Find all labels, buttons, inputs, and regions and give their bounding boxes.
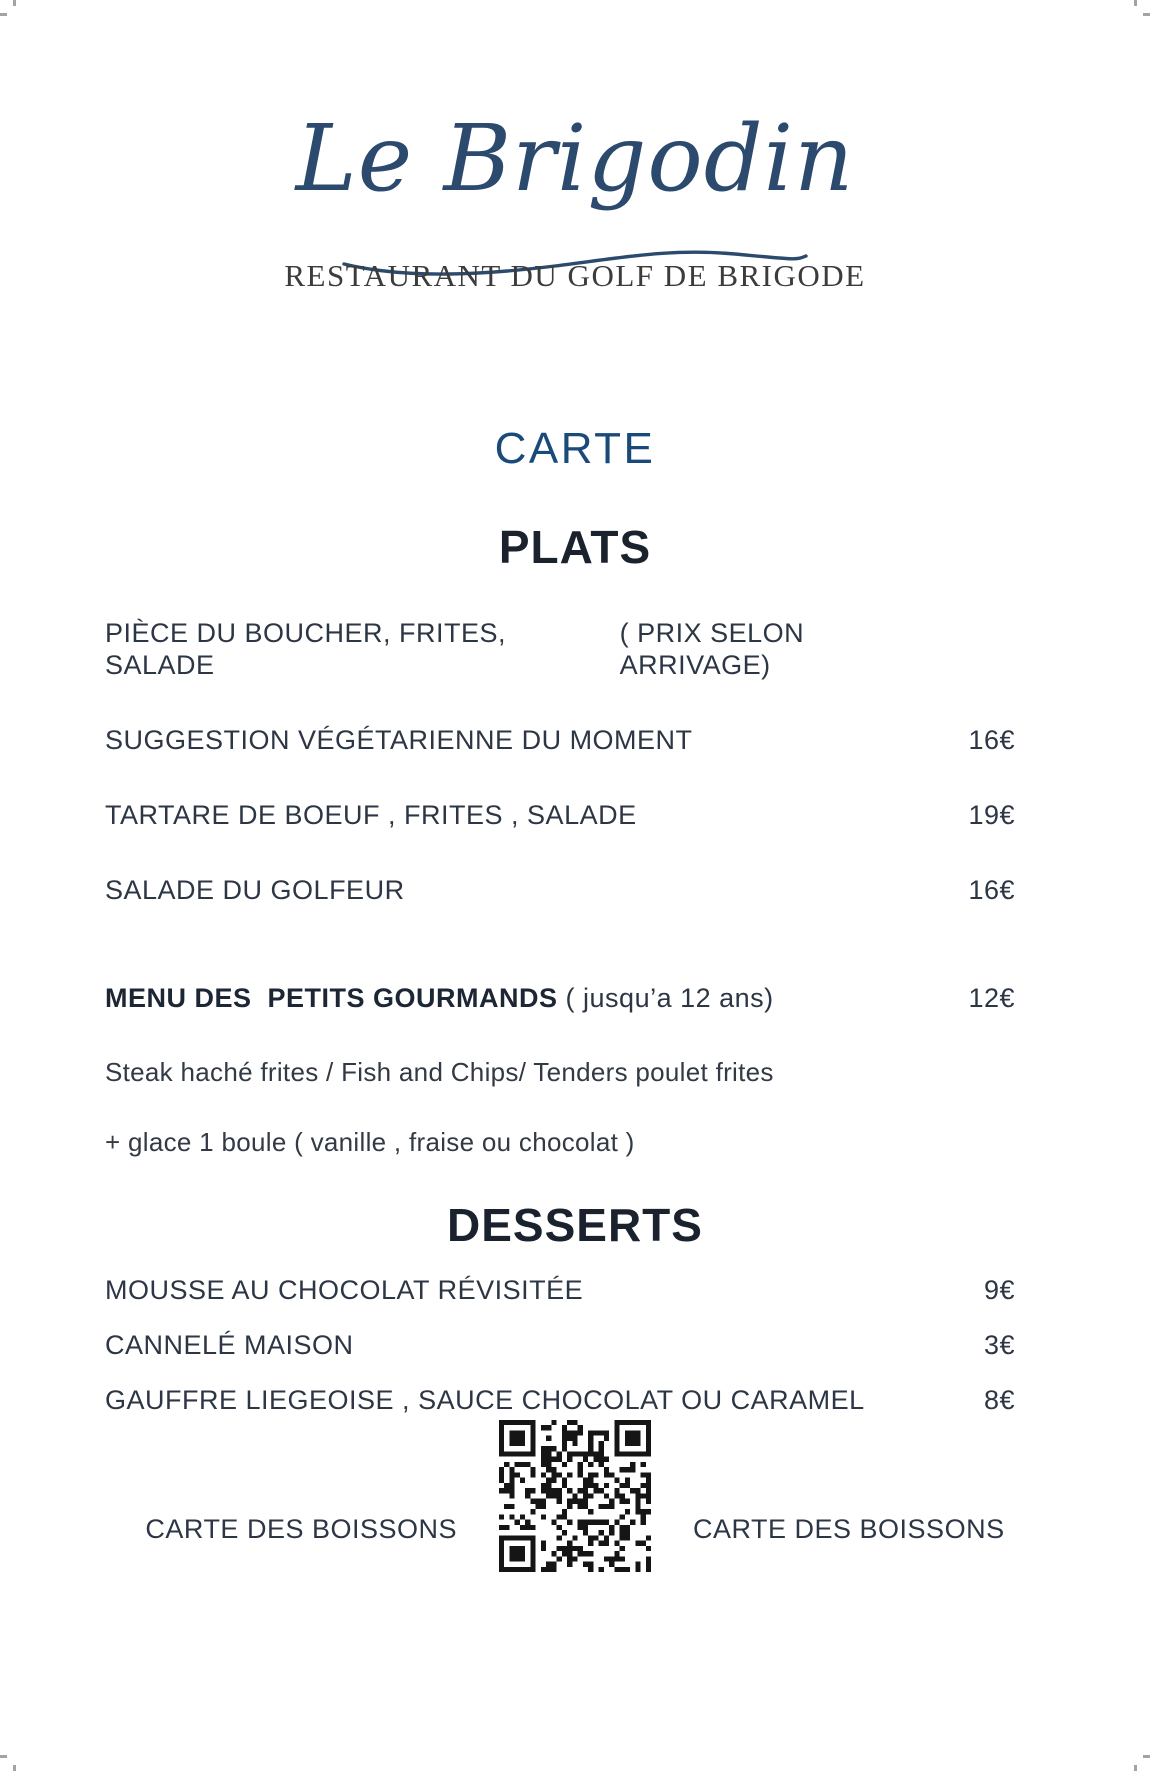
item-name: CANNELÉ MAISON — [105, 1330, 354, 1360]
item-price: ( PRIX SELON ARRIVAGE) — [619, 618, 811, 680]
item-name: PIÈCE DU BOUCHER, FRITES, SALADE — [105, 618, 515, 680]
kids-menu-dessert-note: + glace 1 boule ( vanille , fraise ou chocolat ) — [105, 1127, 635, 1157]
kids-menu-title-bold: MENU DES PETITS GOURMANDS — [105, 983, 558, 1013]
item-price: 8€ — [983, 1385, 1015, 1415]
menu-item-row — [105, 1329, 1015, 1361]
crop-mark — [13, 1765, 16, 1771]
qr-code-icon — [499, 1420, 651, 1572]
section-title-plats: PLATS — [498, 521, 652, 573]
item-name: GAUFFRE LIEGEOISE , SAUCE CHOCOLAT OU CARAMEL — [105, 1385, 865, 1415]
crop-mark — [1143, 13, 1150, 16]
crop-mark — [1143, 1755, 1150, 1758]
restaurant-logo — [0, 105, 1150, 212]
plats-list — [105, 617, 1015, 949]
item-price: 16€ — [968, 725, 1015, 755]
drinks-menu-label-right: CARTE DES BOISSONS — [693, 1514, 1005, 1544]
item-price: 12€ — [968, 983, 1015, 1013]
section-title-desserts: DESSERTS — [447, 1199, 703, 1251]
logo-script-text: Le Brigodin — [295, 105, 855, 212]
menu-item-row — [105, 1274, 1015, 1306]
menu-item-row — [105, 982, 1015, 1014]
item-price: 16€ — [968, 875, 1015, 905]
desserts-list — [105, 1274, 1015, 1439]
item-name: SALADE DU GOLFEUR — [105, 875, 405, 905]
item-price: 9€ — [983, 1275, 1015, 1305]
drinks-menu-footer — [0, 1420, 1150, 1572]
menu-title: CARTE — [494, 424, 656, 473]
drinks-menu-label-left: CARTE DES BOISSONS — [145, 1514, 457, 1544]
item-name: TARTARE DE BOEUF , FRITES , SALADE — [105, 800, 637, 830]
restaurant-subtitle: RESTAURANT DU GOLF DE BRIGODE — [284, 258, 866, 293]
item-name: SUGGESTION VÉGÉTARIENNE DU MOMENT — [105, 725, 693, 755]
kids-menu-title — [105, 982, 774, 1014]
crop-mark — [13, 0, 16, 6]
kids-menu-choices: Steak haché frites / Fish and Chips/ Tenders poulet frites — [105, 1057, 774, 1087]
crop-mark — [1134, 1765, 1137, 1771]
crop-mark — [0, 1755, 7, 1758]
menu-item-row — [105, 1384, 1015, 1416]
kids-menu-age-note: ( jusqu’a 12 ans) — [565, 983, 774, 1013]
item-price: 19€ — [968, 800, 1015, 830]
crop-mark — [1134, 0, 1137, 6]
item-name: MOUSSE AU CHOCOLAT RÉVISITÉE — [105, 1275, 584, 1305]
crop-mark — [0, 13, 7, 16]
menu-item-row — [105, 724, 1015, 756]
menu-item-row — [105, 617, 1015, 681]
kids-menu-block — [105, 982, 1015, 1197]
menu-item-row — [105, 799, 1015, 831]
menu-item-row — [105, 874, 1015, 906]
item-price: 3€ — [983, 1330, 1015, 1360]
